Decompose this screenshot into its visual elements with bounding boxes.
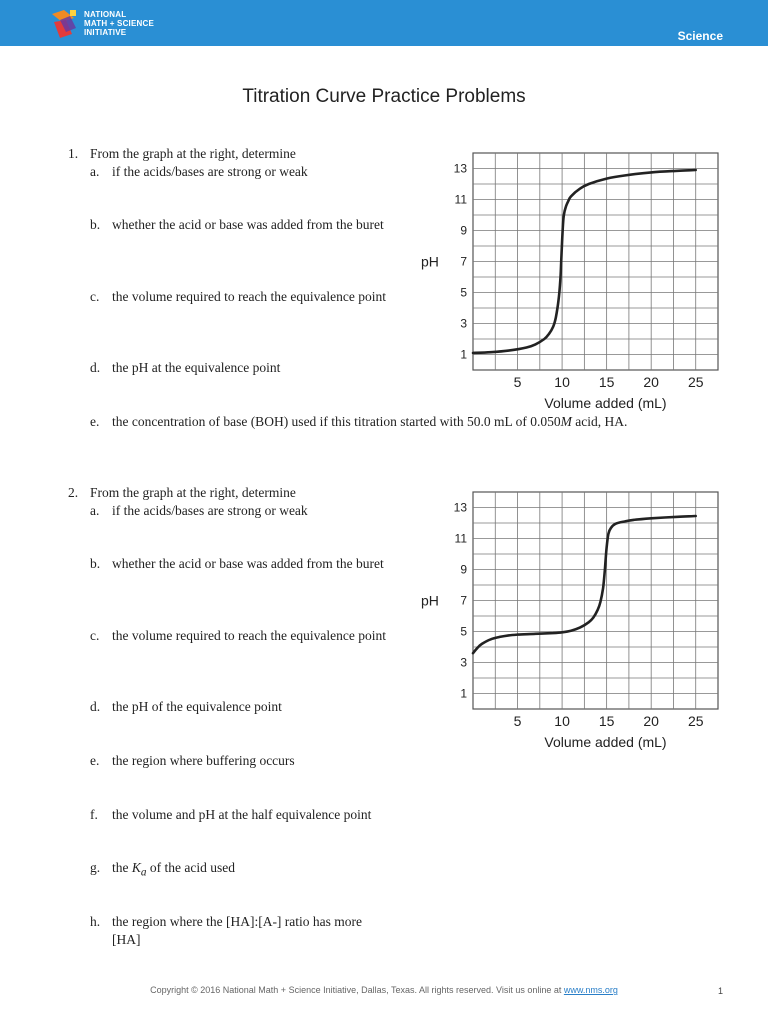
page-title: Titration Curve Practice Problems	[242, 86, 526, 107]
item-text	[112, 859, 392, 882]
nms-logo-icon	[50, 8, 78, 40]
item-text: the volume required to reach the equivalence point	[112, 628, 387, 643]
item-text-subscript: a	[140, 866, 147, 879]
x-tick-label: 15	[598, 713, 615, 729]
x-tick-label: 5	[513, 713, 522, 729]
item-text: if the acids/bases are strong or weak	[112, 503, 308, 518]
titration-graph-2	[415, 487, 730, 752]
item-text-part: of the acid used	[146, 860, 235, 875]
logo-line-3: INITIATIVE	[84, 28, 127, 37]
question-number: 1.	[68, 146, 79, 161]
y-tick-label: 11	[454, 192, 467, 207]
item-letter: d.	[90, 699, 101, 714]
item-letter: b.	[90, 556, 101, 571]
subject-label: Science	[677, 29, 723, 43]
y-tick-label: 5	[460, 624, 467, 639]
footer	[0, 985, 768, 995]
item-text-italic: M	[560, 414, 572, 429]
item-text: the pH at the equivalence point	[112, 360, 281, 375]
x-tick-label: 10	[554, 713, 570, 729]
x-tick-label: 5	[513, 374, 522, 390]
item-text-part: acid, HA.	[571, 414, 628, 429]
x-axis-label: Volume added (mL)	[544, 734, 667, 750]
item-letter: h.	[90, 914, 101, 929]
copyright-text: Copyright © 2016 National Math + Science Initiative, Dallas, Texas. All rights reserved. Visit us online at	[150, 985, 564, 995]
item-letter: a.	[90, 164, 100, 179]
page-header	[0, 0, 768, 46]
y-axis-label: pH	[421, 253, 439, 270]
question-stem: From the graph at the right, determine	[90, 485, 296, 500]
logo-wordmark	[84, 10, 154, 37]
y-tick-label: 3	[460, 655, 467, 670]
question-stem: From the graph at the right, determine	[90, 146, 296, 161]
item-letter: c.	[90, 289, 100, 304]
item-letter: e.	[90, 753, 100, 768]
y-tick-label: 9	[460, 223, 467, 238]
item-text: the pH of the equivalence point	[112, 699, 282, 714]
item-text: the volume and pH at the half equivalence point	[112, 807, 372, 822]
item-letter: g.	[90, 860, 101, 875]
x-tick-label: 25	[687, 713, 704, 729]
item-text: the volume required to reach the equivalence point	[112, 289, 387, 304]
item-letter: a.	[90, 503, 100, 518]
item-text: the region where buffering occurs	[112, 753, 295, 768]
y-tick-label: 9	[460, 562, 467, 577]
item-text: the region where the [HA]:[A-] ratio has more [HA]	[112, 914, 363, 947]
x-tick-label: 20	[643, 713, 659, 729]
x-axis-label: Volume added (mL)	[544, 395, 667, 411]
item-text-part: the concentration of base (BOH) used if this titration started with 50.0 mL of 0.050	[112, 414, 561, 429]
item-letter: f.	[90, 807, 98, 822]
item-text: if the acids/bases are strong or weak	[112, 164, 308, 179]
x-tick-label: 10	[554, 374, 570, 390]
y-tick-label: 13	[453, 161, 467, 176]
question-number: 2.	[68, 485, 79, 500]
item-text-italic: K	[131, 860, 141, 875]
y-tick-label: 7	[460, 593, 467, 608]
x-tick-label: 20	[643, 374, 659, 390]
item-letter: e.	[90, 414, 100, 429]
y-tick-label: 3	[460, 316, 467, 331]
y-tick-label: 1	[460, 347, 467, 362]
logo-line-2: MATH + SCIENCE	[84, 19, 154, 28]
item-text	[112, 413, 752, 431]
y-tick-label: 7	[460, 254, 467, 269]
y-tick-label: 1	[460, 686, 467, 701]
item-text: whether the acid or base was added from the buret	[112, 217, 384, 232]
x-tick-label: 25	[687, 374, 704, 390]
y-axis-label: pH	[421, 592, 439, 609]
page-number: 1	[717, 986, 723, 996]
y-tick-label: 11	[454, 531, 467, 546]
titration-graph-1	[415, 148, 730, 413]
item-letter: d.	[90, 360, 101, 375]
item-text: whether the acid or base was added from the buret	[112, 556, 384, 571]
y-tick-label: 5	[460, 285, 467, 300]
item-letter: c.	[90, 628, 100, 643]
logo-line-1: NATIONAL	[84, 10, 127, 19]
item-letter: b.	[90, 217, 101, 232]
y-tick-label: 13	[453, 500, 467, 515]
item-text-part: the	[112, 860, 132, 875]
x-tick-label: 15	[598, 374, 615, 390]
website-link[interactable]: www.nms.org	[563, 985, 618, 995]
